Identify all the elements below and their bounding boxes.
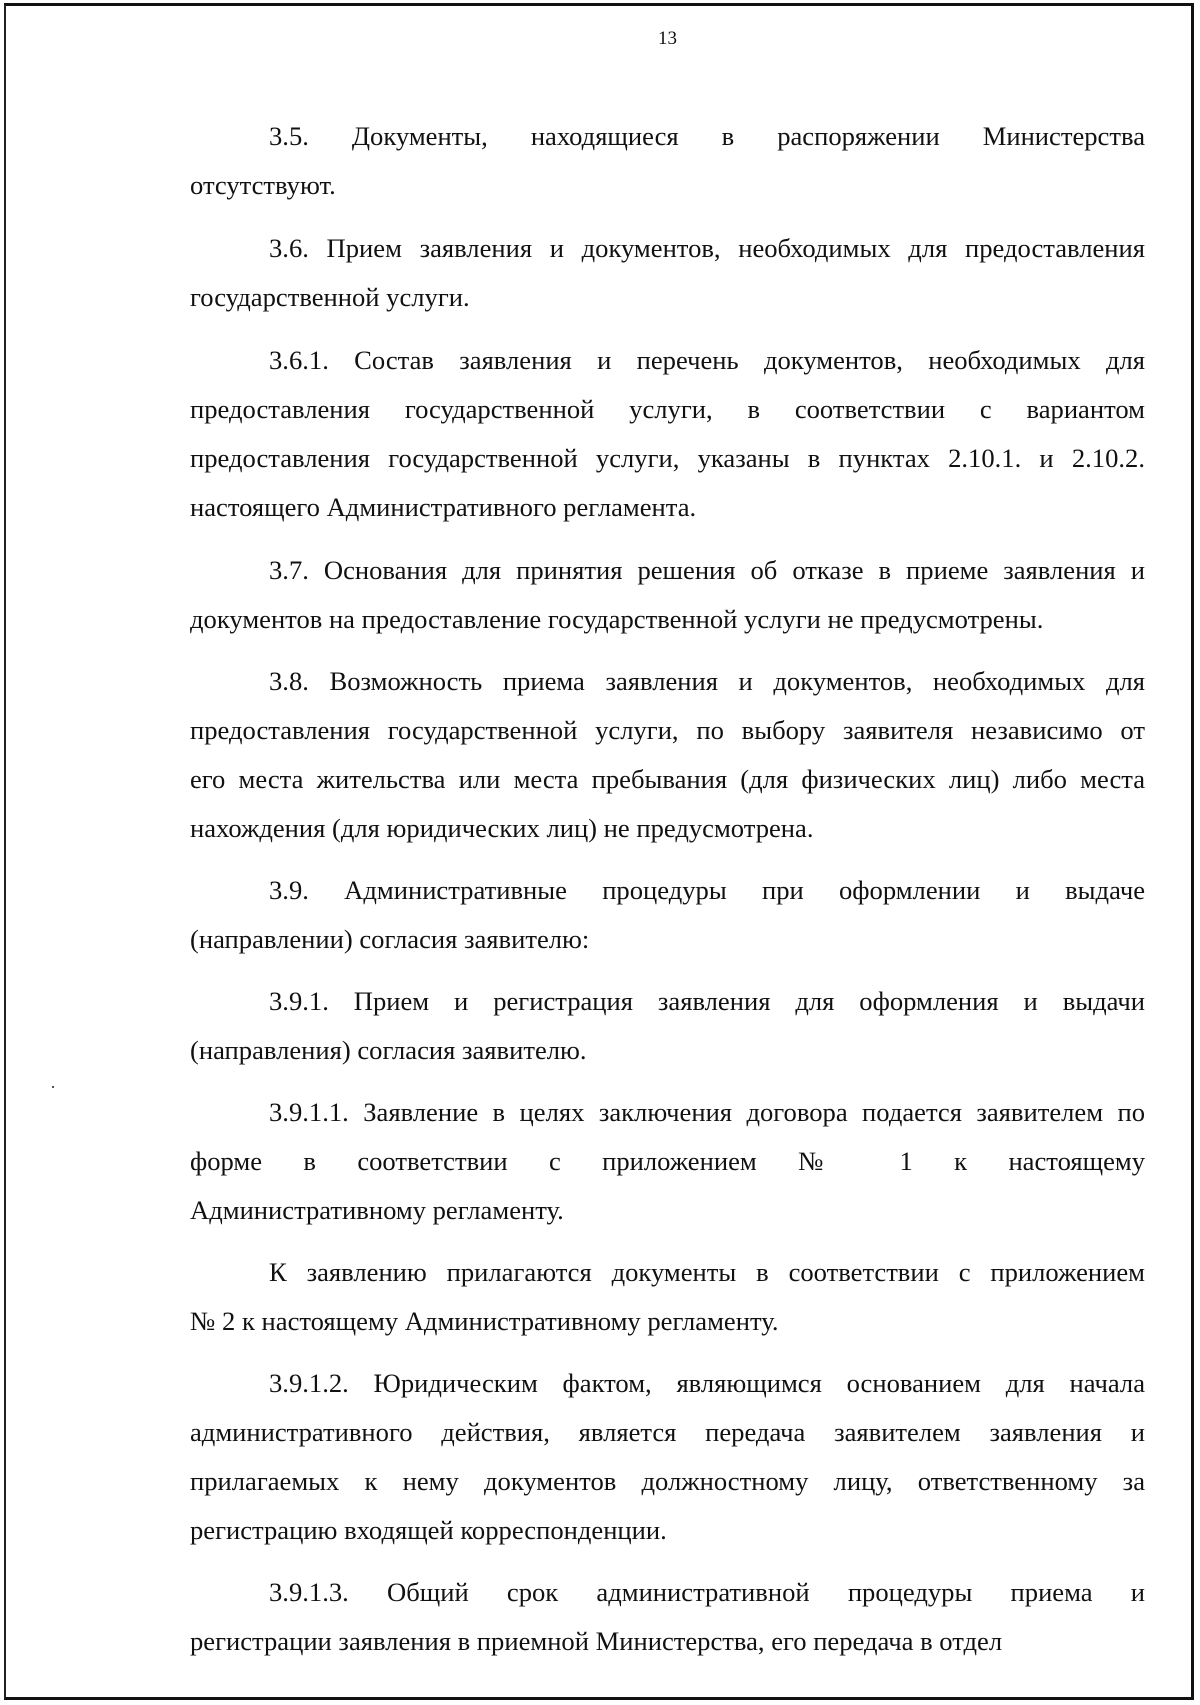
paragraph (190, 112, 1145, 210)
paragraph (190, 1088, 1145, 1235)
text-line: 3.6. Прием заявления и документов, необходимых для предоставления (269, 233, 1145, 263)
text-line: предоставления государственной услуги, в соответствии с вариантом (190, 394, 1145, 424)
text-line: предоставления государственной услуги, указаны в пунктах 2.10.1. и 2.10.2. (190, 443, 1145, 473)
paragraph (190, 1568, 1145, 1666)
text-line: прилагаемых к нему документов должностному лицу, ответственному за (190, 1466, 1145, 1496)
text-line: государственной услуги. (190, 282, 470, 312)
scan-speck (52, 1086, 54, 1088)
text-line: 3.9.1.1. Заявление в целях заключения договора подается заявителем по (269, 1097, 1145, 1127)
text-line: форме в соответствии с приложением № 1 к настоящему (190, 1146, 1145, 1176)
text-line: № 2 к настоящему Административному регламенту. (190, 1306, 779, 1336)
text-line: предоставления государственной услуги, по выбору заявителя независимо от (190, 715, 1145, 745)
text-line: 3.9.1.2. Юридическим фактом, являющимся основанием для начала (269, 1368, 1145, 1398)
text-line: К заявлению прилагаются документы в соответствии с приложением (269, 1257, 1145, 1287)
text-line: 3.5. Документы, находящиеся в распоряжении Министерства (269, 121, 1145, 151)
text-line: его места жительства или места пребывания (для физических лиц) либо места (190, 764, 1145, 794)
text-line: отсутствуют. (190, 170, 336, 200)
text-line: 3.9. Административные процедуры при оформлении и выдаче (269, 875, 1145, 905)
text-line: Административному регламенту. (190, 1195, 564, 1225)
text-line: нахождения (для юридических лиц) не предусмотрена. (190, 813, 814, 843)
paragraph (190, 1359, 1145, 1555)
text-line: регистрацию входящей корреспонденции. (190, 1515, 667, 1545)
text-line: 3.9.1. Прием и регистрация заявления для оформления и выдачи (269, 986, 1145, 1016)
paragraph (190, 657, 1145, 853)
paragraph (190, 546, 1145, 644)
text-line: (направления) согласия заявителю. (190, 1035, 587, 1065)
text-line: регистрации заявления в приемной Министерства, его передача в отдел (190, 1626, 1003, 1656)
text-line: 3.9.1.3. Общий срок административной процедуры приема и (269, 1577, 1145, 1607)
document-body (190, 112, 1145, 1666)
text-line: (направлении) согласия заявителю: (190, 924, 590, 954)
text-line: документов на предоставление государственной услуги не предусмотрены. (190, 604, 1044, 634)
paragraph (190, 336, 1145, 532)
text-line: 3.7. Основания для принятия решения об отказе в приеме заявления и (269, 555, 1145, 585)
paragraph (190, 224, 1145, 322)
text-line: 3.6.1. Состав заявления и перечень документов, необходимых для (269, 345, 1145, 375)
text-line: 3.8. Возможность приема заявления и документов, необходимых для (269, 666, 1145, 696)
paragraph (190, 1248, 1145, 1346)
paragraph (190, 866, 1145, 964)
text-line: настоящего Административного регламента. (190, 492, 697, 522)
text-line: административного действия, является передача заявителем заявления и (190, 1417, 1145, 1447)
page-number: 13 (658, 28, 677, 49)
paragraph (190, 977, 1145, 1075)
